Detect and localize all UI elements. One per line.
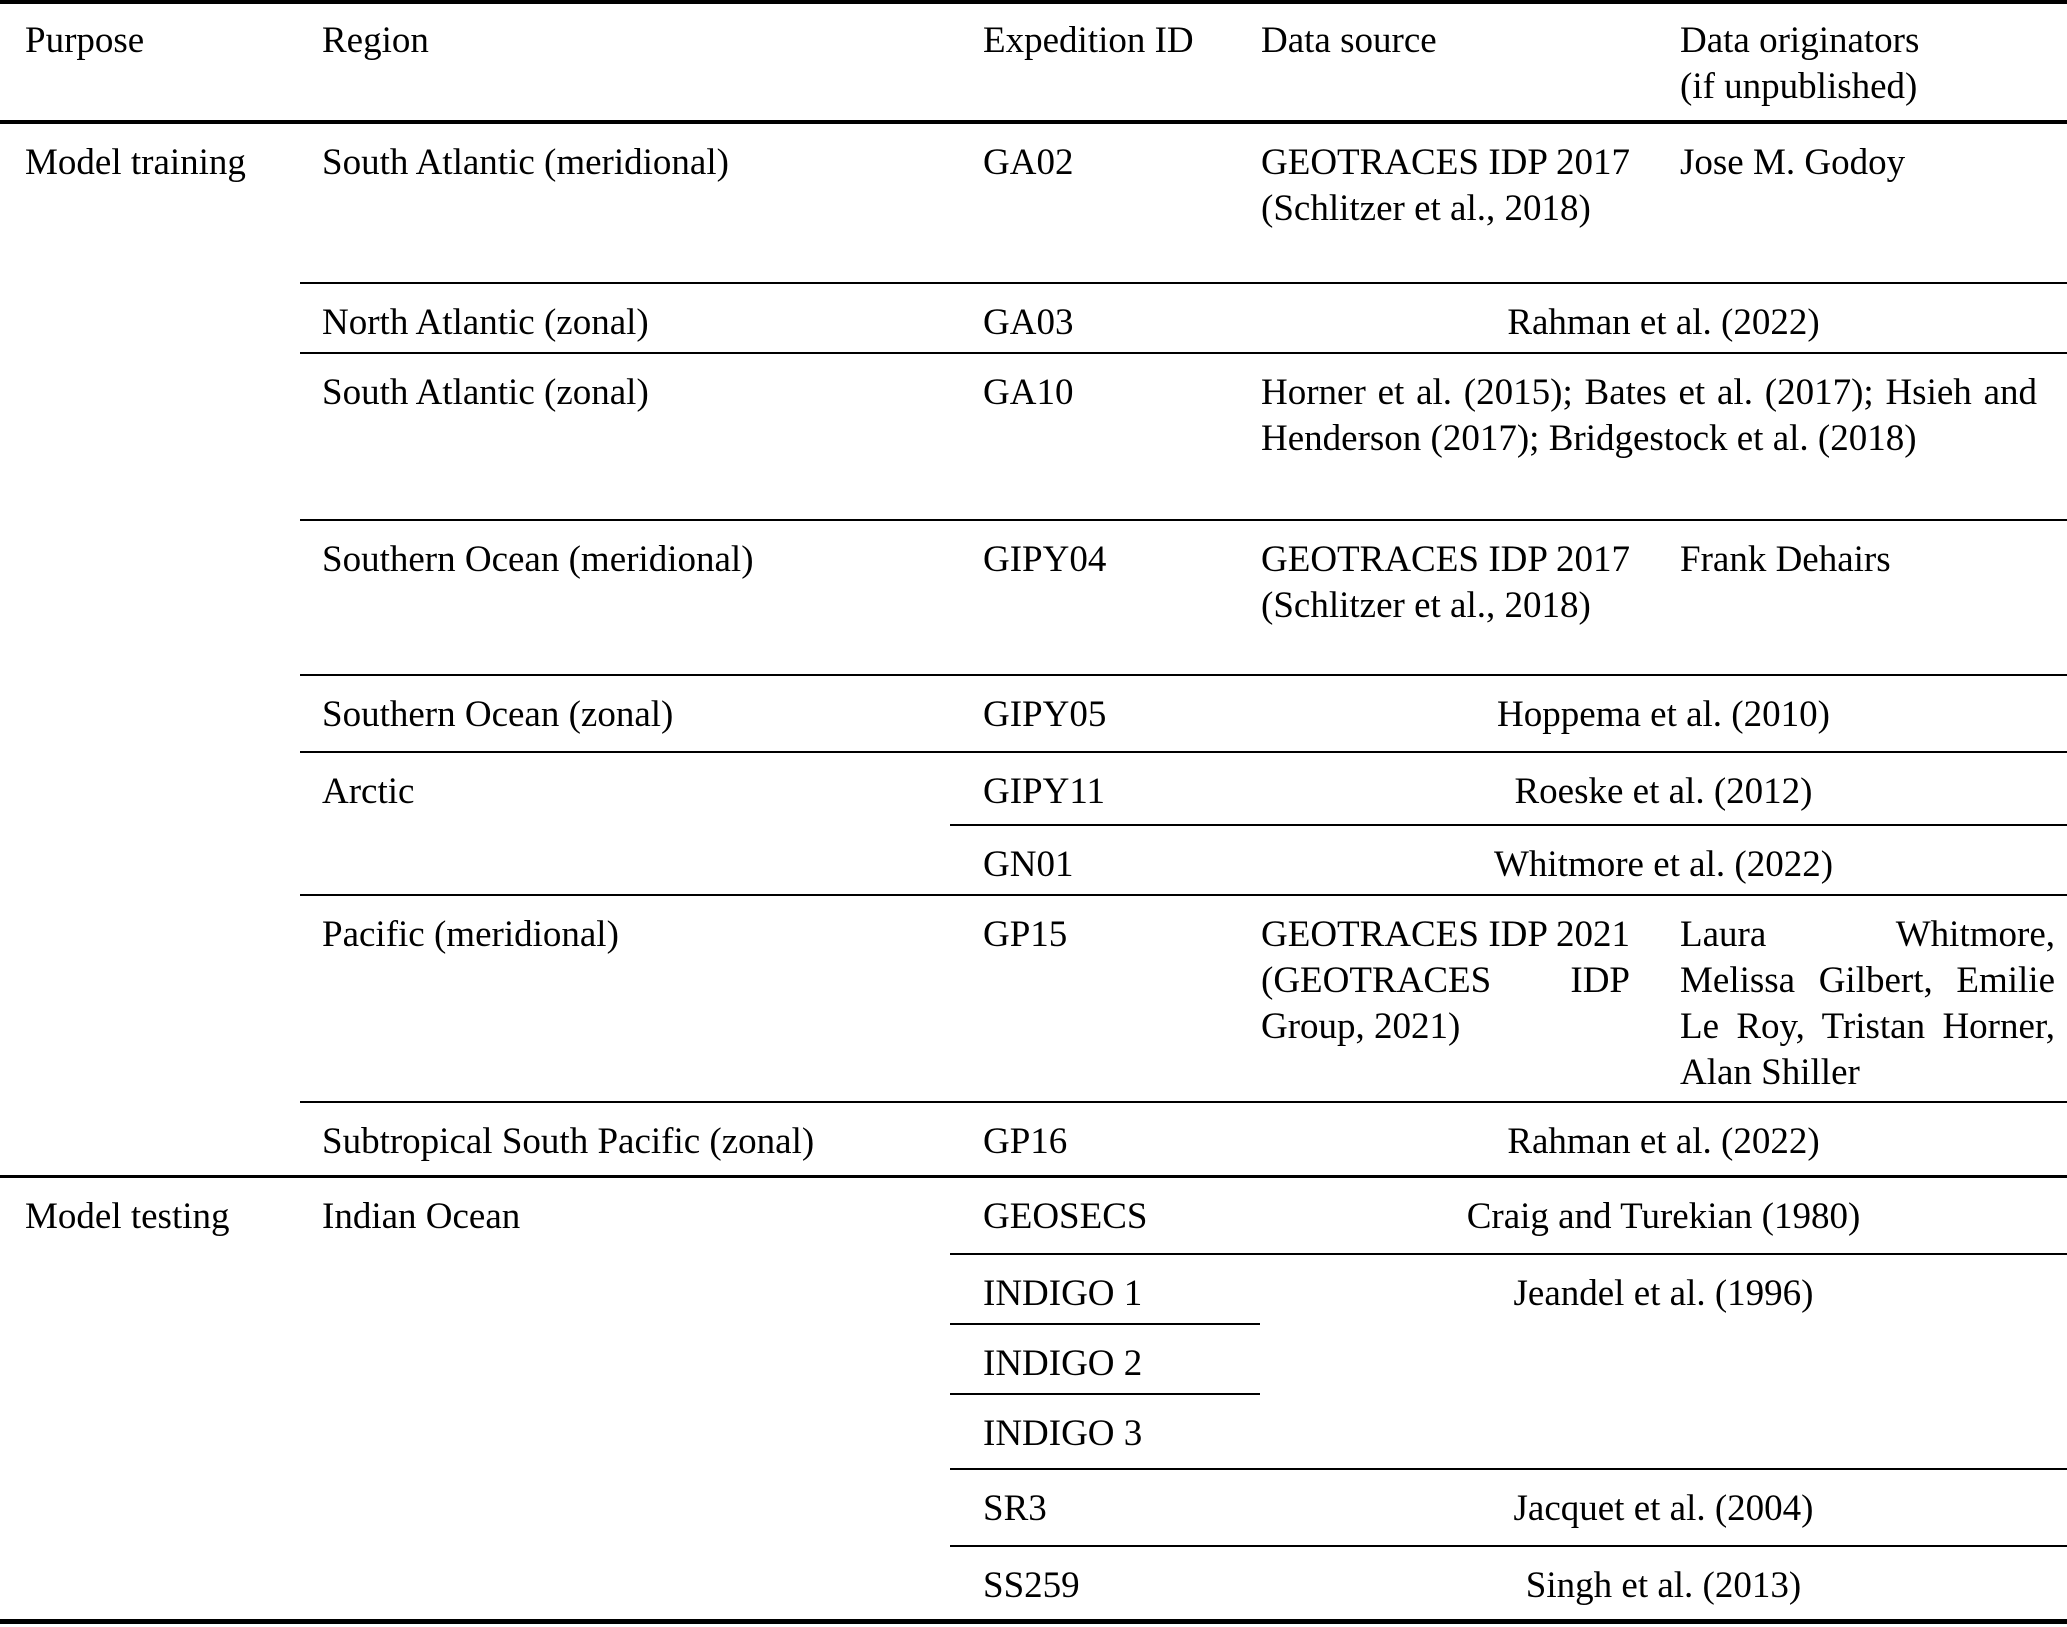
header-data-source: Data source (1260, 2, 1660, 122)
cell-ga02-region: South Atlantic (meridional) (300, 122, 950, 283)
cell-gp15-region: Pacific (meridional) (300, 895, 950, 1102)
header-region: Region (300, 2, 950, 122)
cell-ga10-reference: Horner et al. (2015); Bates et al. (2017); Hsieh and Henderson (2017); Bridgestock et al. (2018) (1260, 353, 2067, 520)
cell-model-testing-purpose: Model testing (25, 1195, 230, 1237)
cell-ss259-reference: Singh et al. (2013) (1525, 1565, 1802, 1606)
cell-gp15-data-source: GEOTRACES IDP 2021 (GEOTRACES IDP Group, 2021) (1260, 895, 1660, 1102)
cell-gn01-reference: Whitmore et al. (2022) (1260, 825, 2067, 895)
row-geosecs (0, 1176, 2067, 1254)
row-gipy11 (0, 752, 2067, 825)
cell-ga02-data-originators: Jose M. Godoy (1660, 122, 2067, 283)
row-gp15 (0, 895, 2067, 1102)
cell-ga02-expedition-id: GA02 (950, 122, 1260, 283)
cell-gn01-expedition-id: GN01 (950, 825, 1260, 895)
cell-indian-ocean-region: Indian Ocean (322, 1195, 521, 1237)
cell-geosecs-reference: Craig and Turekian (1980) (1260, 1176, 2067, 1254)
cell-gipy11-reference: Roeske et al. (2012) (1260, 752, 2067, 825)
header-data-originators (1660, 2, 2067, 122)
header-row (0, 2, 2067, 122)
header-purpose: Purpose (0, 2, 300, 122)
cell-gp15-data-originators: Laura Whitmore, Melissa Gilbert, Emilie Le Roy, Tristan Horner, Alan Shiller (1660, 895, 2067, 1102)
cell-gipy05-expedition-id: GIPY05 (950, 675, 1260, 752)
cell-sr3-reference: Jacquet et al. (2004) (1260, 1469, 2067, 1546)
cell-indigo-1-expedition-id: INDIGO 1 (950, 1254, 1260, 1324)
row-gipy04 (0, 520, 2067, 675)
cell-gipy04-region: Southern Ocean (meridional) (300, 520, 950, 675)
cell-indigo-2-expedition-id: INDIGO 2 (950, 1324, 1260, 1394)
cell-gipy04-data-source: GEOTRACES IDP 2017 (Schlitzer et al., 2018) (1260, 520, 1660, 675)
cell-sr3-expedition-id: SR3 (950, 1469, 1260, 1546)
header-data-originators-line2: (if unpublished) (1680, 66, 1918, 107)
cell-ga10-expedition-id: GA10 (950, 353, 1260, 520)
cell-ga02-data-source: GEOTRACES IDP 2017 (Schlitzer et al., 2018) (1260, 122, 1660, 283)
header-data-originators-line1: Data originators (1680, 20, 1920, 61)
cell-gipy05-reference: Hoppema et al. (2010) (1260, 675, 2067, 752)
row-ga02 (0, 122, 2067, 283)
cell-gipy04-expedition-id: GIPY04 (950, 520, 1260, 675)
cell-ga03-expedition-id: GA03 (950, 283, 1260, 353)
cell-geosecs-expedition-id: GEOSECS (950, 1176, 1260, 1254)
cell-gp16-reference: Rahman et al. (2022) (1260, 1102, 2067, 1176)
cell-gp16-region: Subtropical South Pacific (zonal) (300, 1102, 950, 1176)
cell-ga10-region: South Atlantic (zonal) (300, 353, 950, 520)
row-ga10 (0, 353, 2067, 520)
cell-gipy04-data-originators: Frank Dehairs (1660, 520, 2067, 675)
header-expedition-id: Expedition ID (950, 2, 1260, 122)
cell-arctic-region: Arctic (300, 752, 950, 895)
cell-gp16-expedition-id: GP16 (950, 1102, 1260, 1176)
cell-ga03-reference: Rahman et al. (2022) (1260, 283, 2067, 353)
cell-model-training-purpose: Model training (0, 122, 300, 1176)
cell-indigo-3-expedition-id: INDIGO 3 (950, 1394, 1260, 1469)
cell-ss259-expedition-id: SS259 (983, 1565, 1080, 1606)
cell-gp15-expedition-id: GP15 (950, 895, 1260, 1102)
row-gipy05 (0, 675, 2067, 752)
cell-gipy11-expedition-id: GIPY11 (950, 752, 1260, 825)
cell-ga03-region: North Atlantic (zonal) (300, 283, 950, 353)
row-ga03 (0, 283, 2067, 353)
cell-indigo-reference: Jeandel et al. (1996) (1260, 1254, 2067, 1469)
cell-gipy05-region: Southern Ocean (zonal) (300, 675, 950, 752)
row-gp16 (0, 1102, 2067, 1176)
